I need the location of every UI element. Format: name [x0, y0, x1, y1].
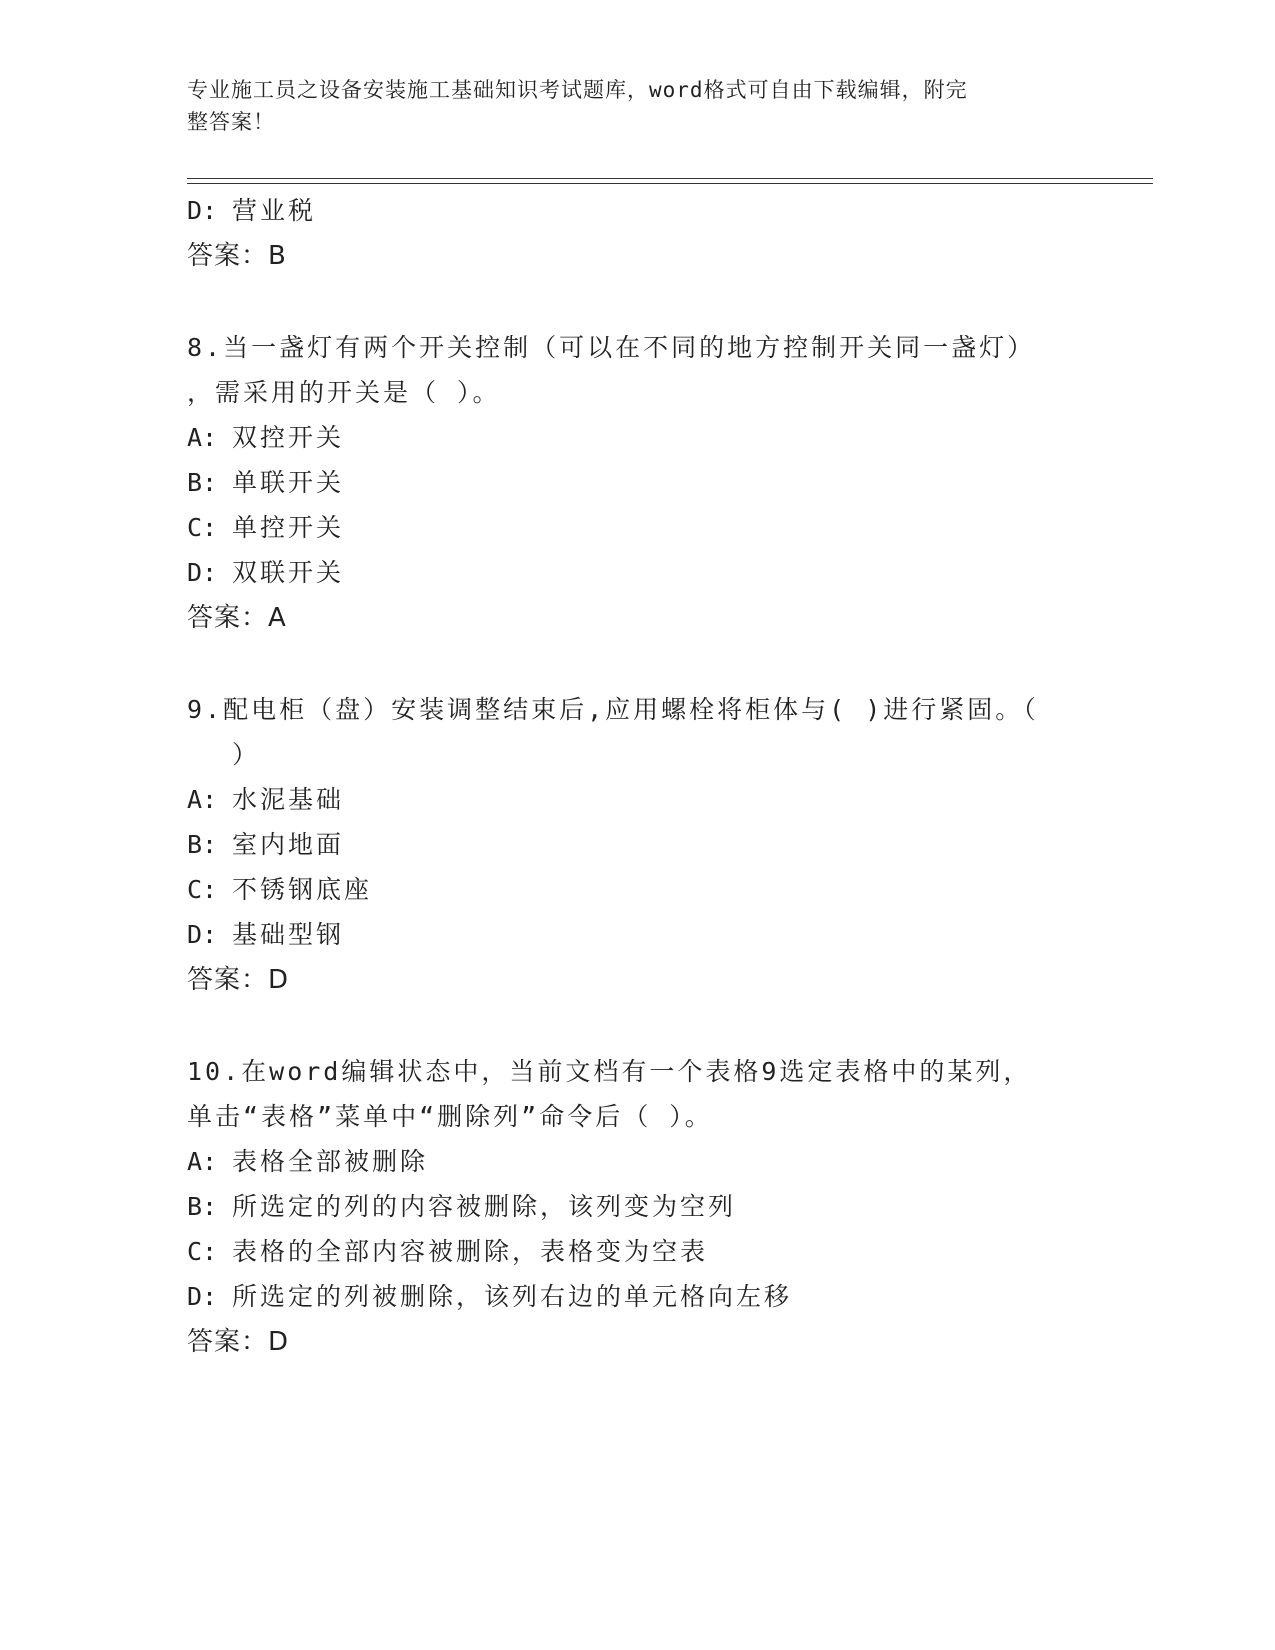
prev-option-d [187, 188, 1077, 233]
header-line-2: 整答案！ [187, 110, 275, 134]
option-letter: C: [187, 513, 218, 542]
option-letter: A: [187, 1147, 218, 1176]
option-text: 所选定的列的内容被删除，该列变为空列 [232, 1192, 737, 1221]
option-letter: B: [187, 468, 218, 497]
option-letter: A: [187, 423, 218, 452]
option-text: 水泥基础 [232, 785, 345, 814]
option-letter: D: [187, 1282, 218, 1311]
question-10 [187, 1049, 1077, 1365]
option-letter: C: [187, 1237, 218, 1266]
question-10-answer: 答案：D [187, 1327, 290, 1357]
question-8-option-b [187, 460, 1077, 505]
question-8-option-c [187, 505, 1077, 550]
option-letter: B: [187, 1192, 218, 1221]
question-9-option-c [187, 867, 1077, 912]
question-9-option-b [187, 822, 1077, 867]
question-8-option-a [187, 415, 1077, 460]
question-9-option-d [187, 912, 1077, 957]
question-8-answer: 答案：A [187, 603, 287, 633]
option-text: 单控开关 [232, 513, 345, 542]
header-line-1: 专业施工员之设备安装施工基础知识考试题库，word格式可自由下载编辑，附完 [187, 78, 968, 102]
question-9-answer: 答案：D [187, 965, 290, 995]
question-8-line-2: ，需采用的开关是（ ）。 [187, 378, 501, 407]
option-letter: C: [187, 875, 218, 904]
prev-answer: 答案：B [187, 241, 287, 271]
question-8 [187, 325, 1077, 641]
option-text: 所选定的列被删除，该列右边的单元格向左移 [232, 1282, 793, 1311]
question-9-line-1: 9.配电柜（盘）安装调整结束后,应用螺栓将柜体与( )进行紧固。（ [187, 695, 1039, 724]
option-text: 基础型钢 [232, 920, 345, 949]
option-text: 营业税 [232, 196, 317, 225]
option-letter: A: [187, 785, 218, 814]
question-10-option-b [187, 1184, 1077, 1229]
option-letter: D: [187, 920, 218, 949]
option-letter: B: [187, 830, 218, 859]
option-letter: D: [187, 558, 218, 587]
option-text: 室内地面 [232, 830, 345, 859]
option-text: 表格的全部内容被删除，表格变为空表 [232, 1237, 709, 1266]
document-header [187, 74, 1057, 138]
question-10-line-2: 单击“表格”菜单中“删除列”命令后（ ）。 [187, 1102, 713, 1131]
question-9-option-a [187, 777, 1077, 822]
question-8-option-d [187, 550, 1077, 595]
question-10-line-1: 10.在word编辑状态中，当前文档有一个表格9选定表格中的某列， [187, 1057, 1032, 1086]
question-8-line-1: 8.当一盏灯有两个开关控制（可以在不同的地方控制开关同一盏灯） [187, 333, 1036, 362]
option-text: 双联开关 [232, 558, 345, 587]
question-10-option-d [187, 1274, 1077, 1319]
option-text: 表格全部被删除 [232, 1147, 429, 1176]
header-rule-top [187, 178, 1153, 179]
option-text: 双控开关 [232, 423, 345, 452]
option-text: 单联开关 [232, 468, 345, 497]
option-letter: D: [187, 196, 218, 225]
option-text: 不锈钢底座 [232, 875, 373, 904]
header-rule-bottom [187, 183, 1153, 184]
question-10-option-a [187, 1139, 1077, 1184]
document-body [187, 188, 1077, 1365]
question-9-line-2: ） [232, 740, 261, 769]
question-9 [187, 687, 1077, 1003]
question-10-option-c [187, 1229, 1077, 1274]
